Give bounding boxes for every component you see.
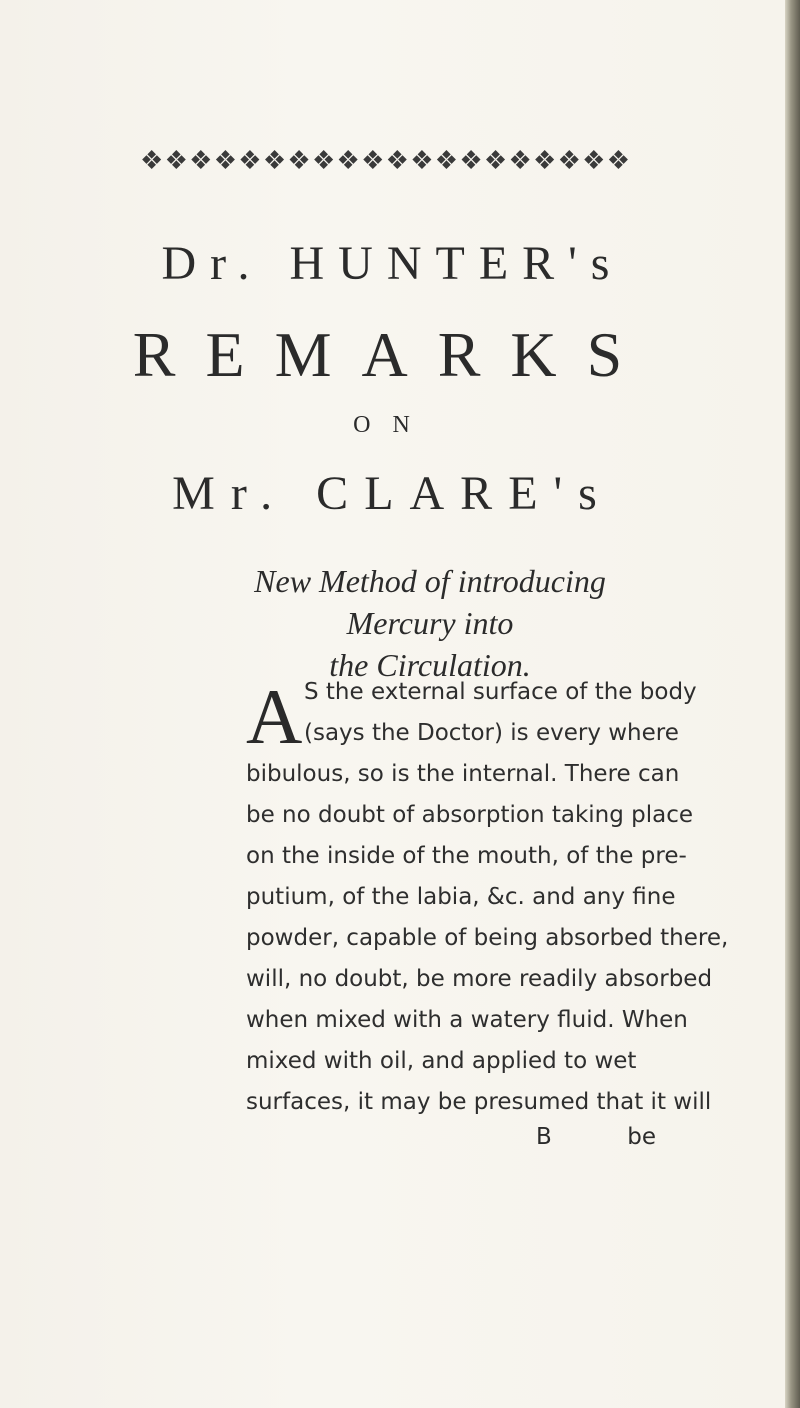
body-line: (says the Doctor) is every where bbox=[304, 720, 679, 746]
body-line: when mixed with a watery fluid. When bbox=[246, 1007, 688, 1033]
body-line: bibulous, so is the internal. There can bbox=[246, 761, 680, 787]
ornament-icon: ❖ bbox=[361, 146, 385, 175]
ornament-icon: ❖ bbox=[483, 146, 508, 175]
body-line: surfaces, it may be presumed that it will bbox=[246, 1089, 712, 1115]
ornament-icon: ❖ bbox=[140, 146, 164, 175]
ornament-icon: ❖ bbox=[238, 146, 262, 175]
ornament-icon: ❖ bbox=[336, 146, 360, 175]
ornament-icon: ❖ bbox=[533, 146, 557, 175]
ornament-icon: ❖ bbox=[189, 146, 213, 175]
title-author: Dr. HUNTER's bbox=[161, 237, 624, 290]
ornament-icon: ❖ bbox=[434, 146, 459, 175]
subtitle bbox=[210, 560, 650, 686]
body-line: will, no doubt, be more readily absorbed bbox=[246, 966, 713, 992]
ornament-icon: ❖ bbox=[262, 146, 287, 175]
ornament-icon: ❖ bbox=[385, 146, 409, 175]
body-line: S the external surface of the body bbox=[304, 679, 697, 705]
ornament-icon: ❖ bbox=[213, 146, 237, 175]
body-line: be no doubt of absorption taking place bbox=[246, 802, 694, 828]
page-edge bbox=[785, 0, 800, 1408]
signature-mark: B bbox=[536, 1124, 552, 1150]
ornament-icon: ❖ bbox=[508, 146, 532, 175]
ornament-icon: ❖ bbox=[311, 146, 336, 175]
subtitle-line: the Circulation. bbox=[329, 647, 531, 683]
ornament-icon: ❖ bbox=[606, 146, 630, 175]
body-line: on the inside of the mouth, of the pre- bbox=[246, 843, 687, 869]
body-line: putium, of the labia, &c. and any fine bbox=[246, 884, 676, 910]
subtitle-line: New Method of introducing Mercury into bbox=[254, 563, 606, 641]
ornament-icon: ❖ bbox=[582, 146, 606, 175]
ornament-icon: ❖ bbox=[287, 146, 311, 175]
title-on: ON bbox=[353, 412, 432, 438]
ornament-icon: ❖ bbox=[410, 146, 434, 175]
drop-cap: A bbox=[246, 673, 303, 760]
title-subject: Mr. CLARE's bbox=[172, 467, 613, 520]
catchword: be bbox=[627, 1124, 656, 1150]
ornament-icon: ❖ bbox=[459, 146, 483, 175]
body-line: mixed with oil, and applied to wet bbox=[246, 1048, 637, 1074]
body-paragraph bbox=[246, 672, 729, 1123]
ornament-border bbox=[140, 148, 630, 174]
title-remarks: REMARKS bbox=[132, 319, 653, 390]
ornament-icon: ❖ bbox=[164, 146, 188, 175]
body-line: powder, capable of being absorbed there, bbox=[246, 925, 729, 951]
ornament-icon: ❖ bbox=[557, 146, 581, 175]
